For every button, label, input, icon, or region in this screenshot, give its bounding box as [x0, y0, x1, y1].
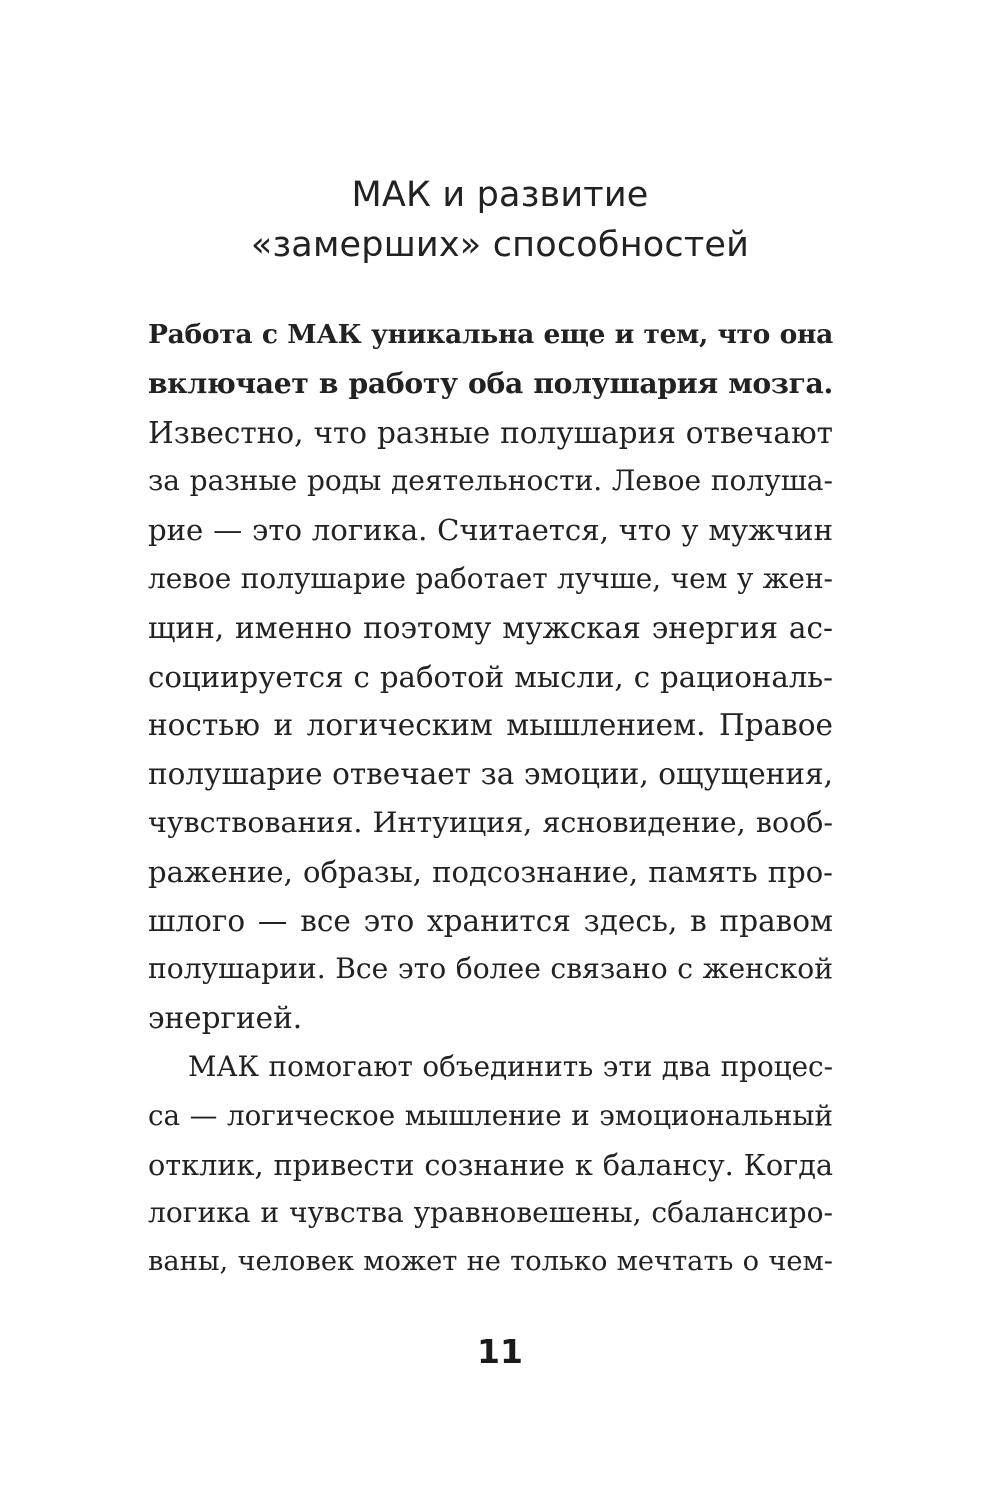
text-line: щин, именно поэтому мужская энергия ас- [148, 610, 833, 645]
text-line: чувствования. Интуиция, ясновидение, вооб- [148, 805, 833, 839]
text-line: энергией. [148, 1001, 303, 1036]
text-line: отклик, привести сознание к балансу. Когда [148, 1147, 833, 1182]
bold-line: Работа с МАК уникальна еще и тем, что она [148, 319, 833, 350]
page-number: 11 [477, 1332, 523, 1371]
text-line: социируется с работой мысли, с рациональ- [148, 659, 833, 694]
text-line: ностью и логическим мышлением. Правое [148, 708, 833, 743]
paragraph-2 [148, 1043, 833, 1287]
text-line: левое полушарие работает лучше, чем у жен- [148, 561, 833, 595]
text-line: Известно, что разные полушария отвечают [148, 415, 833, 450]
text-line: логика и чувства уравновешены, сбалансиро- [148, 1196, 833, 1230]
text-line: за разные роды деятельности. Левое полуша- [148, 464, 833, 498]
text-line: полушарии. Все это более связано с женской [148, 952, 833, 986]
text-line: шлого — все это хранится здесь, в правом [148, 903, 833, 938]
text-line: рие — это логика. Считается, что у мужчин [148, 513, 833, 548]
text-line: МАК помогают объединить эти два процес- [188, 1049, 833, 1083]
heading-line-2: «замерших» способностей [250, 225, 750, 265]
text-line: полушарие отвечает за эмоции, ощущения, [148, 757, 833, 792]
body-text [148, 311, 833, 1287]
text-line: ражение, образы, подсознание, память про- [148, 854, 833, 889]
text-line: ваны, человек может не только мечтать о чем- [148, 1246, 833, 1278]
heading-line-1: МАК и развитие [351, 175, 649, 215]
paragraph-1 [148, 311, 833, 1043]
chapter-heading [0, 170, 1000, 270]
bold-line: включает в работу оба полушария мозга. [148, 366, 833, 400]
text-line: са — логическое мышление и эмоциональный [148, 1098, 833, 1132]
